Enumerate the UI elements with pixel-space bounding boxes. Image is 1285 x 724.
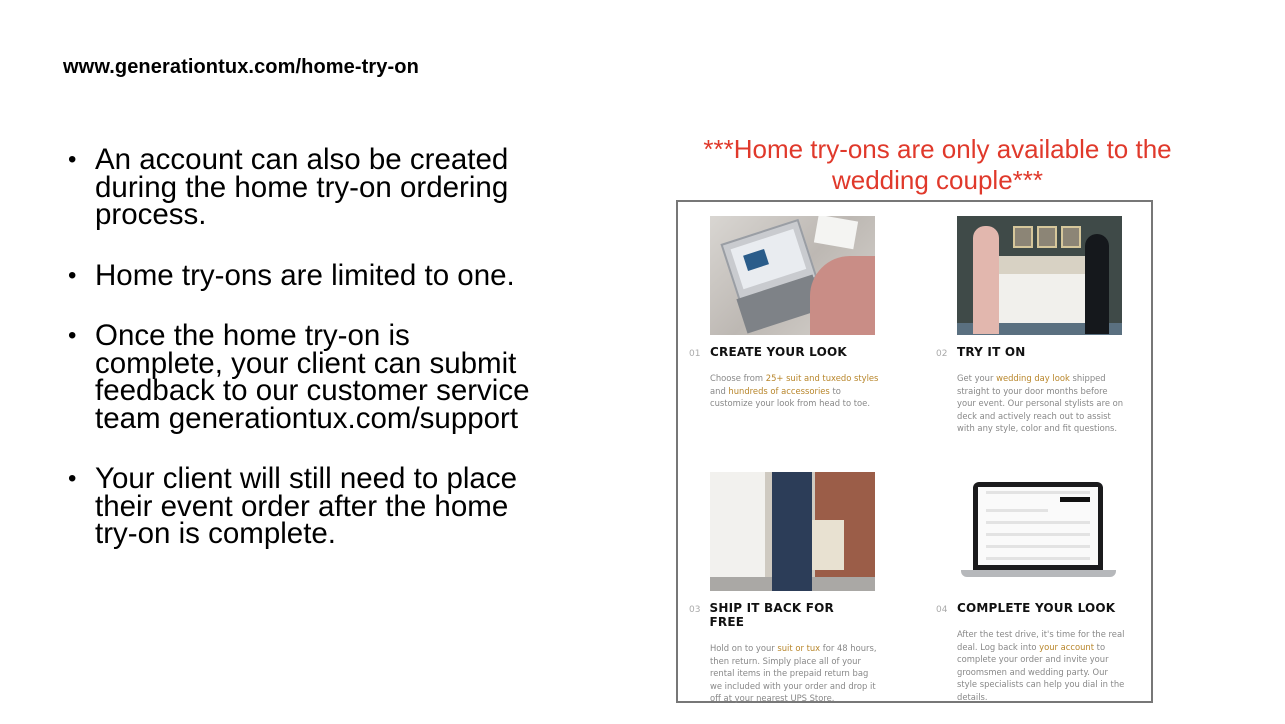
step-description: Choose from 25+ suit and tuxedo styles and hundreds of accessories to customize your look from head to toe. xyxy=(710,373,879,409)
notice-line: wedding couple*** xyxy=(831,165,1044,195)
step-title: COMPLETE YOUR LOOK xyxy=(957,601,1116,615)
your-account-link[interactable]: your account xyxy=(1039,641,1095,652)
bullet-line: complete, your client can submit xyxy=(95,346,517,380)
wedding-day-look-link[interactable]: wedding day look xyxy=(996,373,1070,383)
bullet-dot-icon: • xyxy=(68,465,77,492)
step-number: 02 xyxy=(936,349,948,359)
notice-line: ***Home try-ons are only available to the xyxy=(703,134,1172,164)
bullet-line: Home try-ons are limited to one. xyxy=(95,258,515,292)
accessories-link[interactable]: hundreds of accessories xyxy=(728,385,830,396)
bullet-dot-icon: • xyxy=(68,322,77,349)
bullet-line: Your client will still need to place xyxy=(95,462,517,495)
bullet-line: feedback to our customer service xyxy=(95,374,530,407)
bullet-line: process. xyxy=(95,198,207,231)
bullet-line: team generationtux.com/support xyxy=(95,401,519,435)
laptop-photo xyxy=(710,216,875,335)
step-title: SHIP IT BACK FOR FREE xyxy=(709,601,834,629)
step-number: 01 xyxy=(689,349,701,359)
availability-notice xyxy=(660,134,1215,196)
step-title: TRY IT ON xyxy=(957,345,1026,359)
bullet-line: try-on is complete. xyxy=(95,517,336,550)
page-url: www.generationtux.com/home-try-on xyxy=(63,56,419,78)
how-it-works-panel xyxy=(676,200,1153,703)
step-description: Hold on to your suit or tux for 48 hours, then return. Simply place all of your rental items in the prepaid return bag we included with your order and drop it off at your nearest UPS Store. xyxy=(710,643,877,704)
bullet-item xyxy=(68,319,608,435)
bullet-item xyxy=(68,462,608,550)
return-box-photo xyxy=(710,472,875,591)
bullet-item xyxy=(68,258,608,292)
step-create-your-look xyxy=(689,216,879,410)
step-description: After the test drive, it's time for the real deal. Log back into your account to complete your order and invite your groomsmen and wedding party. Our style specialists can help you dial in the details. xyxy=(957,629,1125,702)
suit-or-tux-link[interactable]: suit or tux xyxy=(777,643,821,653)
bullet-line: An account can also be created xyxy=(95,143,509,176)
laptop-screen-photo xyxy=(957,472,1122,591)
step-try-it-on xyxy=(936,216,1124,435)
step-number: 04 xyxy=(936,605,948,615)
bedroom-photo xyxy=(957,216,1122,335)
bullet-line: during the home try-on ordering xyxy=(95,170,509,204)
step-title: CREATE YOUR LOOK xyxy=(710,345,847,359)
styles-link[interactable]: 25+ suit and tuxedo styles xyxy=(765,373,879,383)
step-complete-your-look xyxy=(936,472,1125,704)
bullet-line: their event order after the home xyxy=(95,489,509,523)
bullet-list xyxy=(68,143,608,581)
step-ship-it-back xyxy=(689,472,877,705)
bullet-item xyxy=(68,143,608,231)
bullet-dot-icon: • xyxy=(68,146,77,173)
step-description: Get your wedding day look shipped straight to your door months before your event. Our personal stylists are on deck and actively reach out to assist with any style, color and fit questions. xyxy=(957,373,1124,434)
bullet-line: Once the home try-on is xyxy=(95,319,410,352)
bullet-dot-icon: • xyxy=(68,261,77,289)
step-number: 03 xyxy=(689,605,701,615)
